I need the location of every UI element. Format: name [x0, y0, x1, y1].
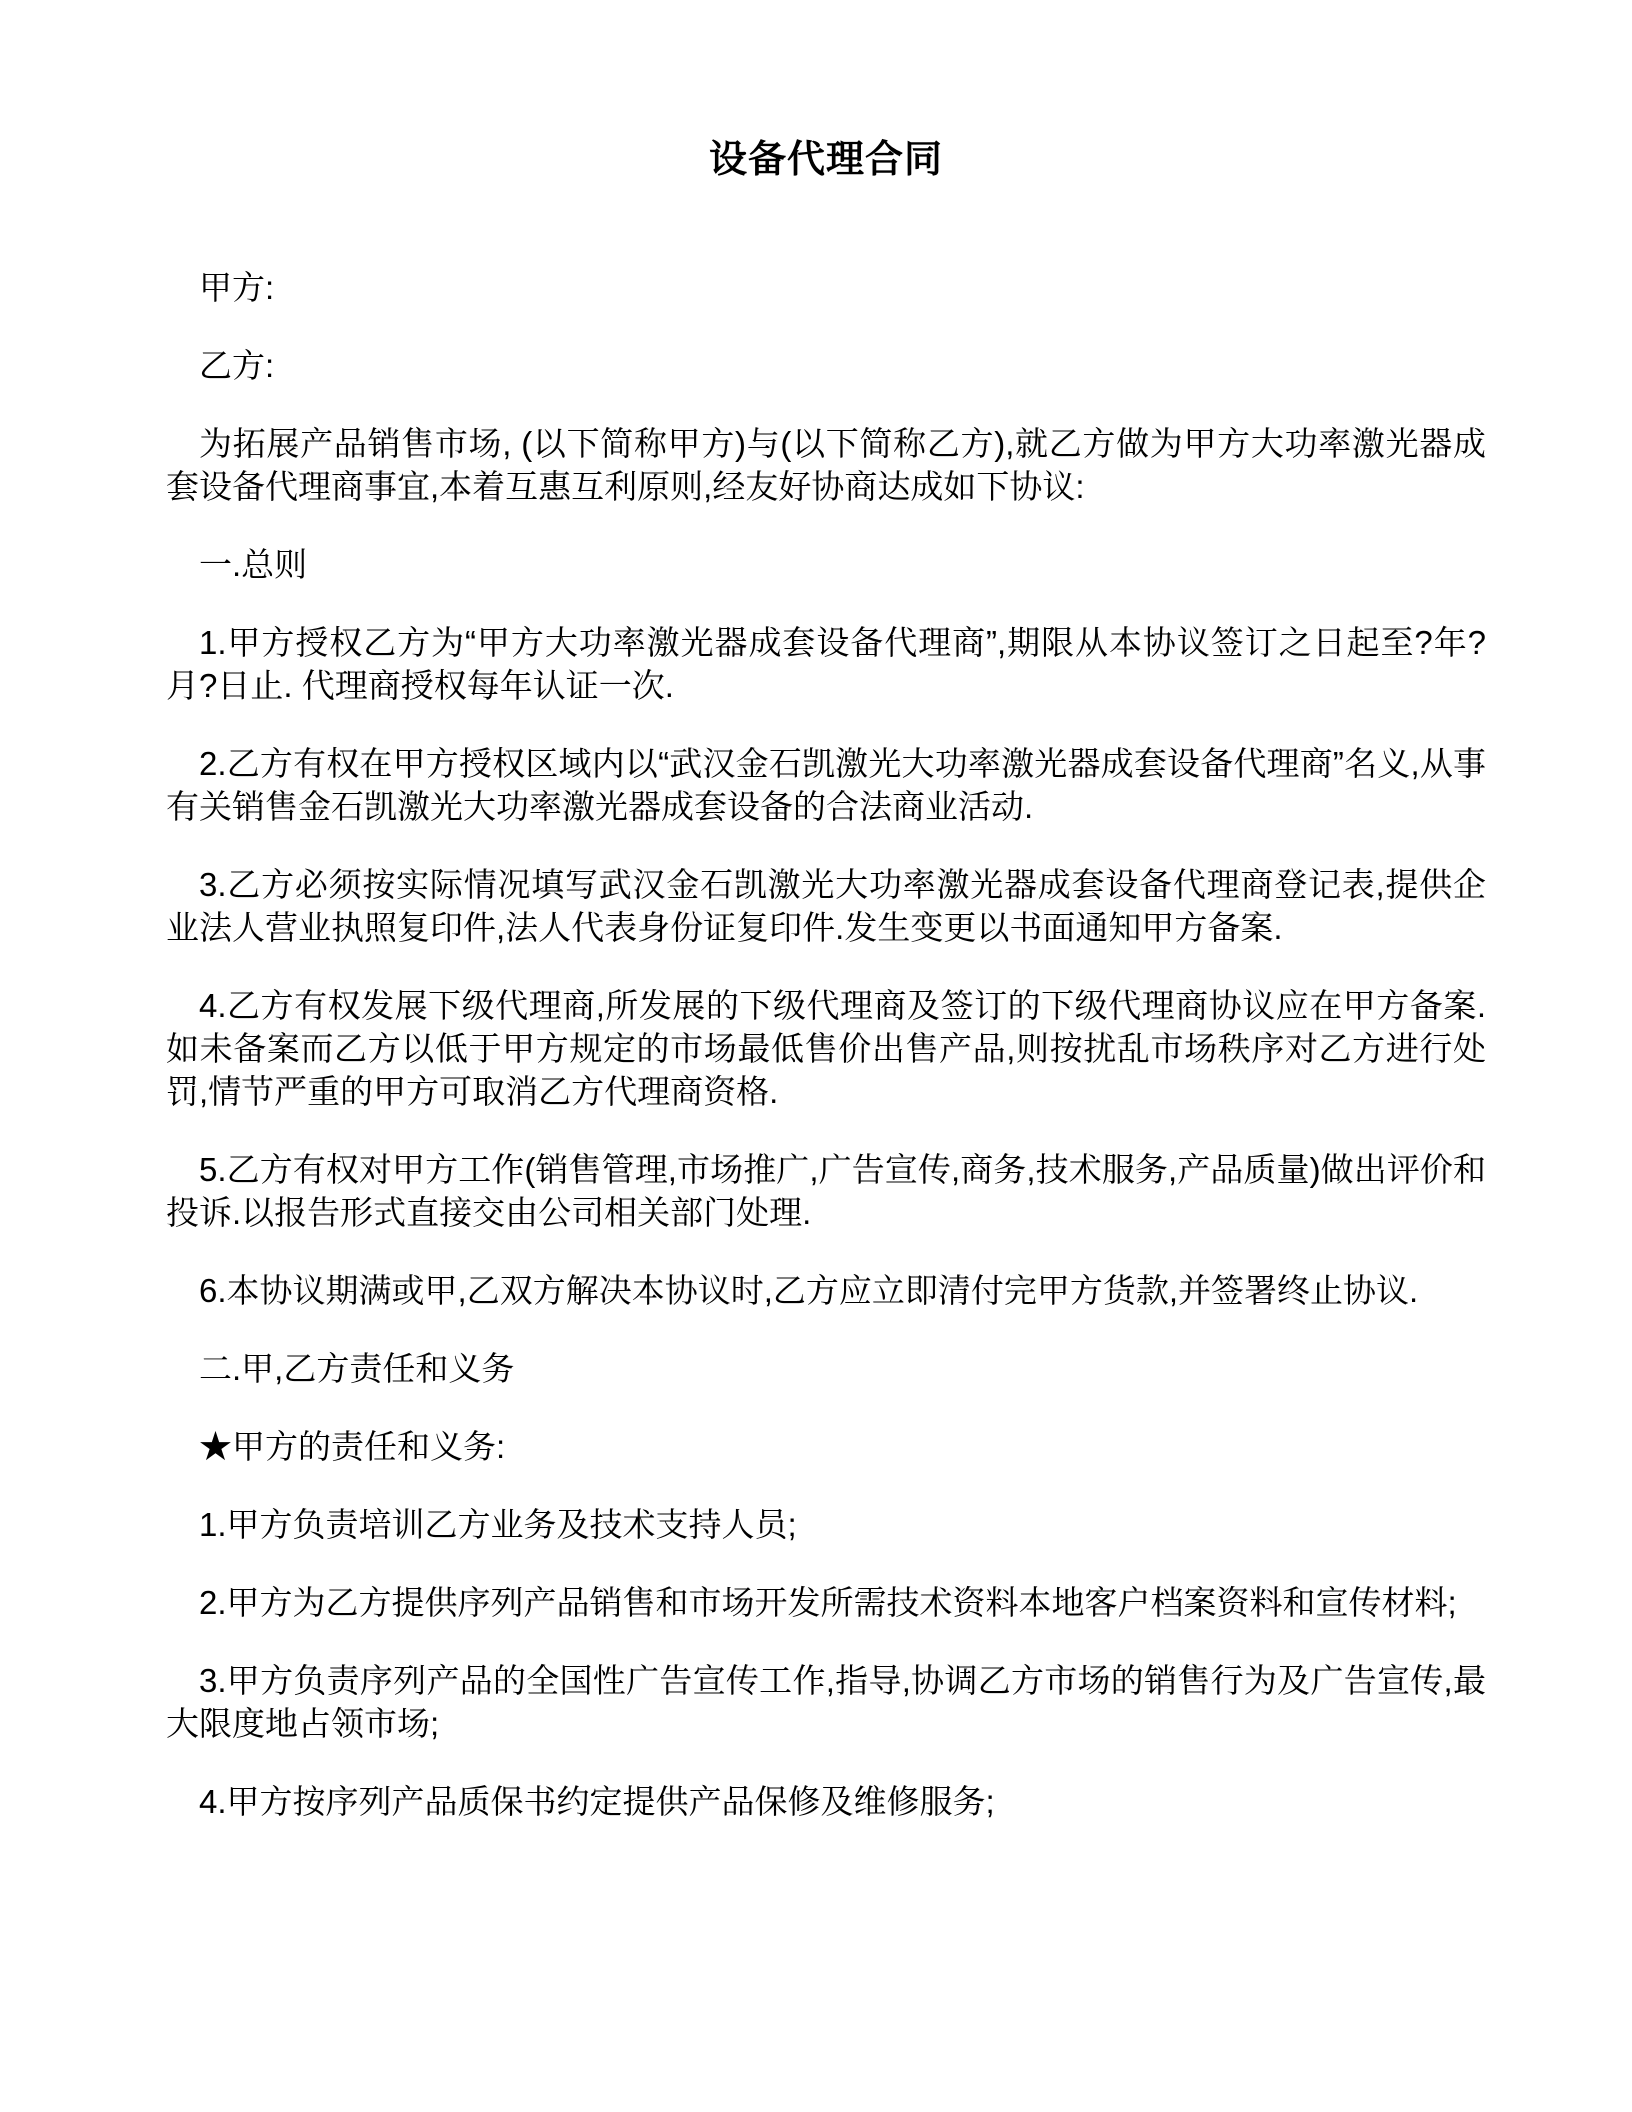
party-a-label: 甲方:: [199, 269, 275, 306]
general-clause-2: 2.乙方有权在甲方授权区域内以“武汉金石凯激光大功率激光器成套设备代理商”名义,从事有关销售金石凯激光大功率激光器成套设备的合法商业活动.: [166, 745, 1486, 825]
general-clause-5: 5.乙方有权对甲方工作(销售管理,市场推广,广告宣传,商务,技术服务,产品质量)做出评价和投诉.以报告形式直接交由公司相关部门处理.: [166, 1151, 1486, 1231]
general-clause-4: 4.乙方有权发展下级代理商,所发展的下级代理商及签订的下级代理商协议应在甲方备案.如未备案而乙方以低于甲方规定的市场最低售价出售产品,则按扰乱市场秩序对乙方进行处罚,情节严重的甲方可取消乙方代理商资格.: [166, 987, 1486, 1110]
section-general-heading: 一.总则: [199, 546, 308, 583]
party-a-duty-2: 2.甲方为乙方提供序列产品销售和市场开发所需技术资料本地客户档案资料和宣传材料;: [199, 1584, 1457, 1621]
general-clause-6: 6.本协议期满或甲,乙双方解决本协议时,乙方应立即清付完甲方货款,并签署终止协议.: [199, 1272, 1419, 1309]
general-clause-3: 3.乙方必须按实际情况填写武汉金石凯激光大功率激光器成套设备代理商登记表,提供企业法人营业执照复印件,法人代表身份证复印件.发生变更以书面通知甲方备案.: [166, 866, 1486, 946]
party-b-label: 乙方:: [199, 347, 275, 384]
party-a-duties-heading: ★甲方的责任和义务:: [199, 1428, 506, 1465]
general-clause-1: 1.甲方授权乙方为“甲方大功率激光器成套设备代理商”,期限从本协议签订之日起至?年?月?日止. 代理商授权每年认证一次.: [166, 624, 1486, 704]
document-title: 设备代理合同: [708, 139, 943, 181]
preamble-paragraph: 为拓展产品销售市场, (以下简称甲方)与(以下简称乙方),就乙方做为甲方大功率激光器成套设备代理商事宜,本着互惠互利原则,经友好协商达成如下协议:: [166, 425, 1486, 505]
party-a-duty-3: 3.甲方负责序列产品的全国性广告宣传工作,指导,协调乙方市场的销售行为及广告宣传,最大限度地占领市场;: [166, 1662, 1486, 1742]
party-a-duty-4: 4.甲方按序列产品质保书约定提供产品保修及维修服务;: [199, 1783, 995, 1820]
section-duties-heading: 二.甲,乙方责任和义务: [199, 1350, 515, 1387]
party-a-duty-1: 1.甲方负责培训乙方业务及技术支持人员;: [199, 1506, 797, 1543]
